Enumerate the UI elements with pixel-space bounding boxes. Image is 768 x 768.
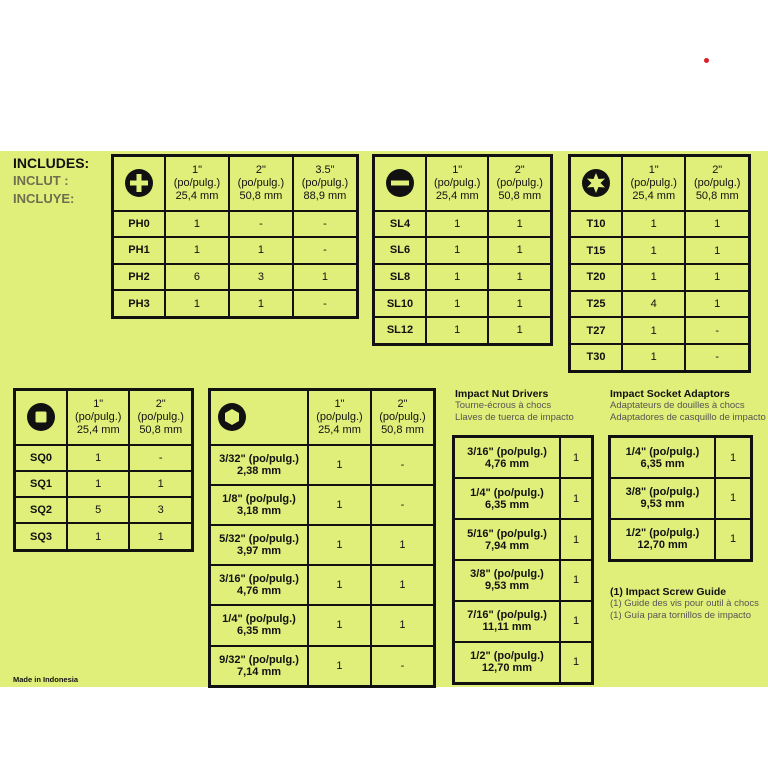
table-row — [570, 264, 750, 291]
cell: 1 — [165, 290, 229, 318]
cell: 1 — [426, 211, 488, 238]
torx-table — [568, 154, 751, 373]
table-row — [15, 497, 193, 523]
socket-adaptors-fr: Adaptateurs de douilles à chocs — [610, 400, 745, 411]
cell: 1 — [371, 605, 435, 645]
cell: 1 — [560, 478, 593, 519]
row-label: T30 — [570, 344, 623, 372]
table-row — [454, 519, 593, 560]
table-row — [113, 290, 358, 318]
cell: 1 — [560, 560, 593, 601]
cell: - — [685, 344, 749, 372]
cell: 1 — [67, 471, 129, 497]
table-row — [113, 264, 358, 291]
hex-table — [208, 388, 436, 688]
row-label: SL10 — [374, 290, 427, 317]
cell: 1 — [685, 211, 749, 238]
row-label: SL4 — [374, 211, 427, 238]
cell: 1 — [308, 445, 371, 485]
torx-icon — [570, 156, 623, 211]
cell: 1 — [229, 290, 293, 318]
cell: - — [371, 485, 435, 525]
table-row — [570, 344, 750, 372]
square-table — [13, 388, 194, 552]
table-row — [610, 437, 752, 479]
cell: 1 — [715, 519, 752, 561]
table-row — [570, 211, 750, 238]
table-row — [210, 605, 435, 645]
cell: 1 — [560, 519, 593, 560]
table-row — [210, 646, 435, 687]
cell: 1 — [622, 344, 685, 372]
screw-guide-title: (1) Impact Screw Guide — [610, 586, 727, 598]
nut-drivers-fr: Tourne-écrous à chocs — [455, 400, 552, 411]
table-row — [374, 264, 552, 291]
includes-fr: INCLUT : — [13, 173, 69, 188]
includes-heading — [13, 154, 89, 208]
cell: 1 — [488, 290, 551, 317]
cell: - — [293, 211, 358, 238]
cell: - — [229, 211, 293, 238]
slotted-header-2: 2" (po/pulg.) 50,8 mm — [488, 156, 551, 211]
cell: 1 — [622, 211, 685, 238]
hex-header-2: 2" (po/pulg.) 50,8 mm — [371, 390, 435, 445]
row-label: 1/2" (po/pulg.) 12,70 mm — [610, 519, 716, 561]
socket-adaptors-heading — [610, 388, 766, 424]
square-icon — [15, 390, 68, 445]
table-row — [454, 437, 593, 479]
table-row — [374, 290, 552, 317]
table-row — [15, 523, 193, 550]
row-label: 3/16" (po/pulg.) 4,76 mm — [454, 437, 561, 479]
table-row — [210, 445, 435, 485]
table-row — [113, 237, 358, 264]
cell: 1 — [129, 471, 192, 497]
table-row — [210, 485, 435, 525]
row-label: PH0 — [113, 211, 166, 238]
red-dot-mark — [704, 58, 709, 63]
cell: 1 — [308, 646, 371, 687]
row-label: 7/16" (po/pulg.) 11,11 mm — [454, 601, 561, 642]
cell: - — [685, 317, 749, 344]
table-row — [15, 445, 193, 471]
row-label: PH3 — [113, 290, 166, 318]
row-label: SL6 — [374, 237, 427, 264]
table-row — [374, 317, 552, 345]
cell: 1 — [622, 237, 685, 264]
nut-drivers-table — [452, 435, 594, 685]
table-row — [210, 525, 435, 565]
table-row — [610, 478, 752, 519]
cell: - — [293, 290, 358, 318]
row-label: T15 — [570, 237, 623, 264]
screw-guide-note — [610, 586, 759, 622]
cell: 1 — [308, 565, 371, 605]
torx-header-2: 2" (po/pulg.) 50,8 mm — [685, 156, 749, 211]
made-in-label: Made in Indonesia — [13, 675, 79, 684]
cell: 1 — [560, 642, 593, 684]
row-label: T20 — [570, 264, 623, 291]
row-label: SQ3 — [15, 523, 68, 550]
cell: 1 — [129, 523, 192, 550]
row-label: PH1 — [113, 237, 166, 264]
slotted-header-1: 1" (po/pulg.) 25,4 mm — [426, 156, 488, 211]
row-label: SL8 — [374, 264, 427, 291]
row-label: SQ2 — [15, 497, 68, 523]
hex-icon — [210, 390, 309, 445]
table-row — [570, 237, 750, 264]
phillips-header-1: 1" (po/pulg.) 25,4 mm — [165, 156, 229, 211]
cell: 1 — [685, 291, 749, 318]
cell: 1 — [426, 264, 488, 291]
hex-header-1: 1" (po/pulg.) 25,4 mm — [308, 390, 371, 445]
cell: 3 — [129, 497, 192, 523]
cell: 1 — [426, 290, 488, 317]
row-label: T10 — [570, 211, 623, 238]
includes-es: INCLUYE: — [13, 191, 75, 206]
cell: 1 — [488, 317, 551, 345]
socket-adaptors-table — [608, 435, 753, 562]
includes-en: INCLUDES: — [13, 155, 90, 171]
cell: 1 — [308, 525, 371, 565]
cell: 1 — [426, 237, 488, 264]
row-label: 1/2" (po/pulg.) 12,70 mm — [454, 642, 561, 684]
table-row — [374, 237, 552, 264]
cell: 1 — [293, 264, 358, 291]
cell: 1 — [560, 437, 593, 479]
cell: - — [293, 237, 358, 264]
cell: - — [371, 646, 435, 687]
cell: 1 — [622, 317, 685, 344]
cell: 1 — [426, 317, 488, 345]
screw-guide-fr: (1) Guide des vis pour outil à chocs — [610, 598, 759, 609]
row-label: PH2 — [113, 264, 166, 291]
cell: 1 — [715, 437, 752, 479]
row-label: SL12 — [374, 317, 427, 345]
row-label: 5/16" (po/pulg.) 7,94 mm — [454, 519, 561, 560]
nut-drivers-heading — [455, 388, 574, 424]
table-row — [15, 471, 193, 497]
cell: 6 — [165, 264, 229, 291]
row-label: 3/32" (po/pulg.) 2,38 mm — [210, 445, 309, 485]
square-header-1: 1" (po/pulg.) 25,4 mm — [67, 390, 129, 445]
table-row — [113, 211, 358, 238]
square-header-2: 2" (po/pulg.) 50,8 mm — [129, 390, 192, 445]
row-label: T25 — [570, 291, 623, 318]
table-row — [454, 560, 593, 601]
cell: 1 — [560, 601, 593, 642]
table-row — [454, 601, 593, 642]
phillips-header-2: 2" (po/pulg.) 50,8 mm — [229, 156, 293, 211]
cell: 1 — [165, 211, 229, 238]
table-row — [610, 519, 752, 561]
table-row — [570, 291, 750, 318]
row-label: 3/8" (po/pulg.) 9,53 mm — [610, 478, 716, 519]
row-label: 3/8" (po/pulg.) 9,53 mm — [454, 560, 561, 601]
cell: 1 — [371, 525, 435, 565]
cell: 1 — [715, 478, 752, 519]
slotted-table — [372, 154, 553, 346]
nut-drivers-title: Impact Nut Drivers — [455, 388, 549, 400]
cell: 1 — [67, 523, 129, 550]
row-label: 9/32" (po/pulg.) 7,14 mm — [210, 646, 309, 687]
phillips-table — [111, 154, 359, 319]
cell: 1 — [371, 565, 435, 605]
socket-adaptors-es: Adaptadores de casquillo de impacto — [610, 412, 766, 423]
table-row — [454, 642, 593, 684]
cell: 4 — [622, 291, 685, 318]
nut-drivers-es: Llaves de tuerca de impacto — [455, 412, 574, 423]
cell: 1 — [67, 445, 129, 471]
phillips-header-3: 3.5" (po/pulg.) 88,9 mm — [293, 156, 358, 211]
row-label: 3/16" (po/pulg.) 4,76 mm — [210, 565, 309, 605]
cell: 1 — [685, 264, 749, 291]
row-label: SQ1 — [15, 471, 68, 497]
screw-guide-es: (1) Guía para tornillos de impacto — [610, 610, 751, 621]
cell: - — [371, 445, 435, 485]
row-label: 1/4" (po/pulg.) 6,35 mm — [210, 605, 309, 645]
table-row — [374, 211, 552, 238]
cell: 1 — [488, 237, 551, 264]
torx-header-1: 1" (po/pulg.) 25,4 mm — [622, 156, 685, 211]
cell: 1 — [685, 237, 749, 264]
table-row — [570, 317, 750, 344]
cell: 1 — [622, 264, 685, 291]
cell: 1 — [488, 211, 551, 238]
cell: 5 — [67, 497, 129, 523]
cell: 3 — [229, 264, 293, 291]
cell: 1 — [165, 237, 229, 264]
cell: 1 — [308, 605, 371, 645]
socket-adaptors-title: Impact Socket Adaptors — [610, 388, 730, 400]
cell: 1 — [229, 237, 293, 264]
row-label: T27 — [570, 317, 623, 344]
row-label: SQ0 — [15, 445, 68, 471]
cell: 1 — [308, 485, 371, 525]
table-row — [454, 478, 593, 519]
row-label: 5/32" (po/pulg.) 3,97 mm — [210, 525, 309, 565]
slotted-icon — [374, 156, 427, 211]
row-label: 1/4" (po/pulg.) 6,35 mm — [610, 437, 716, 479]
row-label: 1/8" (po/pulg.) 3,18 mm — [210, 485, 309, 525]
table-row — [210, 565, 435, 605]
cell: 1 — [488, 264, 551, 291]
cell: - — [129, 445, 192, 471]
row-label: 1/4" (po/pulg.) 6,35 mm — [454, 478, 561, 519]
phillips-icon — [113, 156, 166, 211]
